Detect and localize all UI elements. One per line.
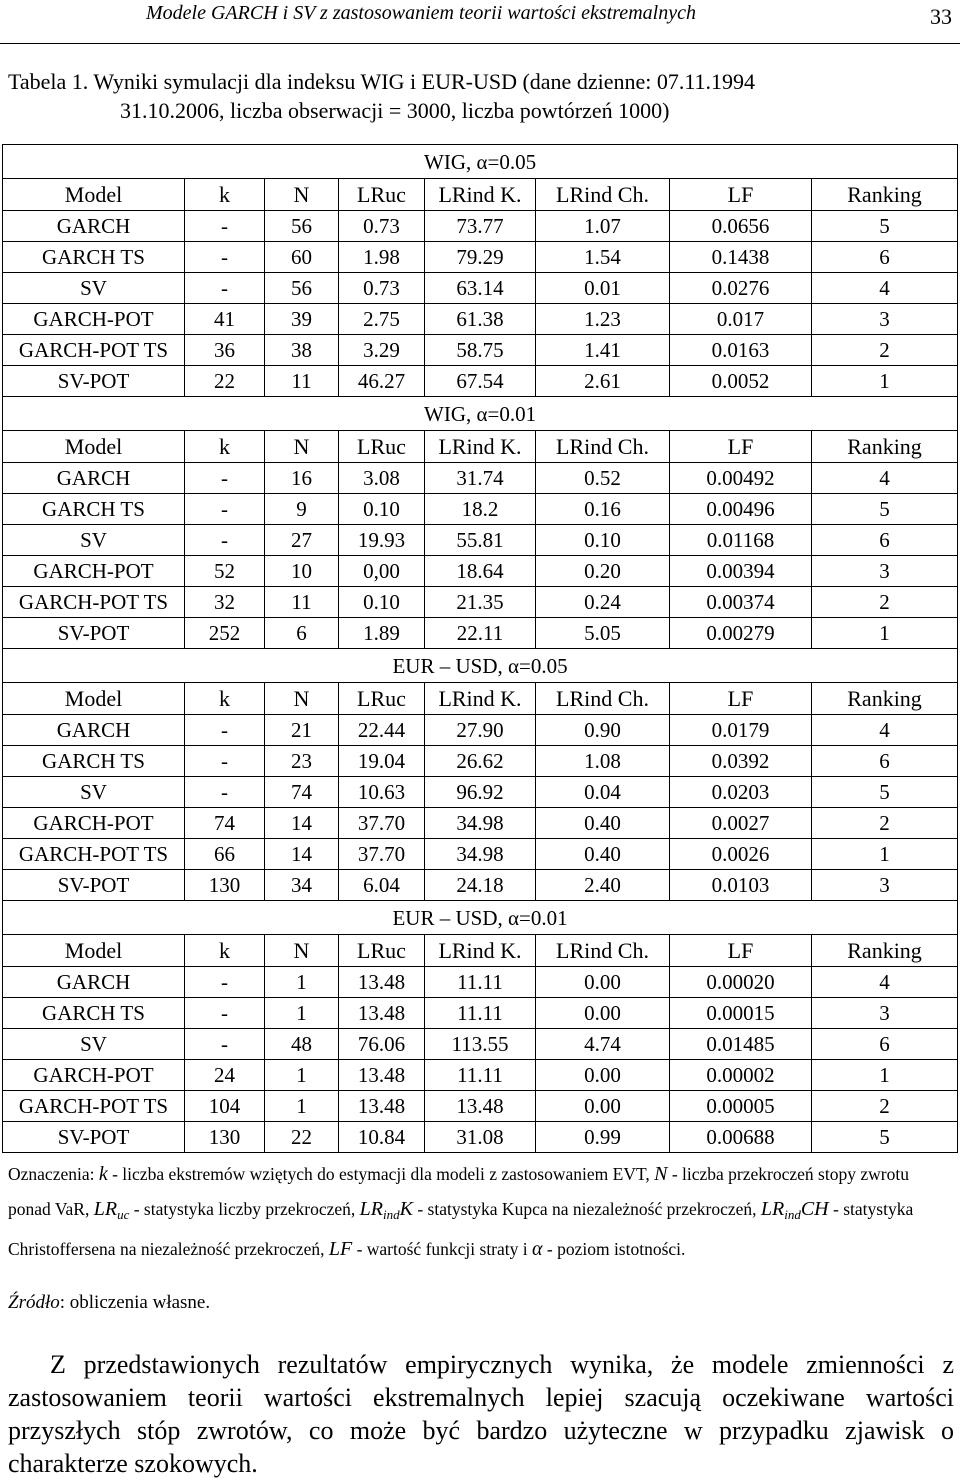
- table-cell: 2: [812, 335, 958, 366]
- table-cell: 0.01: [536, 273, 670, 304]
- column-header: Ranking: [812, 431, 958, 463]
- table-cell: 0.40: [536, 808, 670, 839]
- table-cell: 13.48: [339, 998, 425, 1029]
- model-name-cell: GARCH: [3, 715, 185, 746]
- column-header: LRuc: [339, 179, 425, 211]
- table-cell: 1: [812, 1060, 958, 1091]
- model-name-cell: GARCH-POT TS: [3, 587, 185, 618]
- notes-text: Oznaczenia:: [8, 1164, 99, 1184]
- notation-notes: [8, 1157, 952, 1267]
- table-cell: 3.29: [339, 335, 425, 366]
- table-cell: 0.90: [536, 715, 670, 746]
- table-cell: 0.10: [339, 587, 425, 618]
- table-cell: 0.0163: [670, 335, 812, 366]
- table-cell: 6: [812, 1029, 958, 1060]
- table-cell: 0.00: [536, 967, 670, 998]
- table-cell: 34.98: [425, 839, 536, 870]
- table-cell: 11: [265, 587, 339, 618]
- table-cell: 0.00: [536, 1091, 670, 1122]
- table-cell: 0.00279: [670, 618, 812, 649]
- symbol-lr: LR: [760, 1198, 785, 1220]
- results-table-body: [3, 145, 958, 1153]
- table-row: [3, 556, 958, 587]
- table-cell: 16: [265, 463, 339, 494]
- column-header: Model: [3, 179, 185, 211]
- symbol-lr: LR: [359, 1198, 384, 1220]
- table-cell: 39: [265, 304, 339, 335]
- table-cell: 96.92: [425, 777, 536, 808]
- table-row: [3, 1060, 958, 1091]
- table-cell: 0.00020: [670, 967, 812, 998]
- table-cell: 2.61: [536, 366, 670, 397]
- model-name-cell: SV-POT: [3, 618, 185, 649]
- column-header: LRind Ch.: [536, 431, 670, 463]
- table-cell: 1.23: [536, 304, 670, 335]
- model-name-cell: SV: [3, 777, 185, 808]
- table-cell: 74: [265, 777, 339, 808]
- column-header: N: [265, 179, 339, 211]
- table-cell: 34: [265, 870, 339, 901]
- section-title-row: [3, 901, 958, 935]
- table-cell: -: [185, 1029, 265, 1060]
- table-cell: 19.04: [339, 746, 425, 777]
- table-cell: 4: [812, 967, 958, 998]
- table-cell: 0.99: [536, 1122, 670, 1153]
- table-cell: -: [185, 211, 265, 242]
- table-row: [3, 494, 958, 525]
- table-cell: 18.2: [425, 494, 536, 525]
- table-cell: 5: [812, 494, 958, 525]
- table-cell: 6: [265, 618, 339, 649]
- table-cell: 3: [812, 870, 958, 901]
- table-cell: 13.48: [339, 1091, 425, 1122]
- table-row: [3, 808, 958, 839]
- page-number: 33: [930, 4, 952, 29]
- table-cell: 0.00374: [670, 587, 812, 618]
- subscript-ind: ind: [784, 1207, 801, 1222]
- table-cell: 0.0179: [670, 715, 812, 746]
- table-cell: -: [185, 242, 265, 273]
- table-cell: 1: [812, 366, 958, 397]
- table-cell: 0.0103: [670, 870, 812, 901]
- column-header: k: [185, 935, 265, 967]
- table-row: [3, 1091, 958, 1122]
- column-header: LF: [670, 431, 812, 463]
- table-cell: 24: [185, 1060, 265, 1091]
- column-header: LRind K.: [425, 683, 536, 715]
- symbol-ch: CH: [800, 1198, 829, 1220]
- table-cell: 1: [265, 1060, 339, 1091]
- table-cell: 3: [812, 304, 958, 335]
- table-cell: 0.1438: [670, 242, 812, 273]
- table-cell: 11: [265, 366, 339, 397]
- table-cell: 22.44: [339, 715, 425, 746]
- table-cell: 56: [265, 273, 339, 304]
- table-cell: 2: [812, 587, 958, 618]
- table-cell: 22.11: [425, 618, 536, 649]
- column-header: Ranking: [812, 683, 958, 715]
- table-cell: 6: [812, 525, 958, 556]
- table-cell: -: [185, 715, 265, 746]
- table-cell: 0.52: [536, 463, 670, 494]
- model-name-cell: GARCH TS: [3, 494, 185, 525]
- table-cell: 9: [265, 494, 339, 525]
- notes-text: - poziom istotności.: [542, 1239, 686, 1259]
- table-cell: -: [185, 746, 265, 777]
- table-cell: 0,00: [339, 556, 425, 587]
- table-row: [3, 587, 958, 618]
- source-label: Źródło: [8, 1292, 60, 1313]
- table-cell: 63.14: [425, 273, 536, 304]
- section-title: EUR – USD, α=0.01: [3, 901, 958, 935]
- table-cell: 46.27: [339, 366, 425, 397]
- running-title: Modele GARCH i SV z zastosowaniem teorii wartości ekstremalnych: [146, 2, 696, 24]
- table-cell: 21: [265, 715, 339, 746]
- table-cell: 0.00: [536, 998, 670, 1029]
- table-row: [3, 967, 958, 998]
- notes-text: - liczba przekroczeń stopy zwrotu ponad VaR,: [8, 1164, 909, 1219]
- column-header: LRind K.: [425, 431, 536, 463]
- table-cell: 3: [812, 556, 958, 587]
- table-row: [3, 777, 958, 808]
- model-name-cell: GARCH TS: [3, 242, 185, 273]
- table-cell: 11.11: [425, 967, 536, 998]
- section-title-row: [3, 397, 958, 431]
- table-cell: 5.05: [536, 618, 670, 649]
- table-cell: 5: [812, 211, 958, 242]
- table-row: [3, 998, 958, 1029]
- table-cell: 0.0276: [670, 273, 812, 304]
- table-caption: [8, 67, 952, 125]
- column-header: LF: [670, 683, 812, 715]
- table-cell: -: [185, 494, 265, 525]
- table-cell: 34.98: [425, 808, 536, 839]
- column-header: N: [265, 431, 339, 463]
- table-cell: 19.93: [339, 525, 425, 556]
- table-cell: 0.00015: [670, 998, 812, 1029]
- table-cell: -: [185, 463, 265, 494]
- notes-text: - wartość funkcji straty i: [352, 1239, 532, 1259]
- column-header: k: [185, 431, 265, 463]
- table-cell: -: [185, 525, 265, 556]
- table-row: [3, 870, 958, 901]
- model-name-cell: SV-POT: [3, 1122, 185, 1153]
- table-cell: 18.64: [425, 556, 536, 587]
- table-cell: 55.81: [425, 525, 536, 556]
- table-row: [3, 211, 958, 242]
- table-row: [3, 746, 958, 777]
- model-name-cell: GARCH-POT TS: [3, 839, 185, 870]
- table-cell: 0.24: [536, 587, 670, 618]
- notes-text: - liczba ekstremów wziętych do estymacji dla modeli z zastosowaniem EVT,: [107, 1164, 655, 1184]
- symbol-k-upper: K: [399, 1198, 413, 1220]
- table-cell: 4.74: [536, 1029, 670, 1060]
- table-cell: 0.017: [670, 304, 812, 335]
- table-cell: 0.73: [339, 273, 425, 304]
- model-name-cell: GARCH: [3, 211, 185, 242]
- table-cell: 130: [185, 870, 265, 901]
- table-cell: 0.40: [536, 839, 670, 870]
- table-row: [3, 335, 958, 366]
- table-cell: 10.84: [339, 1122, 425, 1153]
- table-cell: 4: [812, 715, 958, 746]
- table-cell: 252: [185, 618, 265, 649]
- table-cell: 1.54: [536, 242, 670, 273]
- table-cell: 2: [812, 1091, 958, 1122]
- table-cell: 22: [185, 366, 265, 397]
- table-row: [3, 366, 958, 397]
- table-cell: 0.00005: [670, 1091, 812, 1122]
- table-cell: 0.00: [536, 1060, 670, 1091]
- table-cell: 0.00002: [670, 1060, 812, 1091]
- subscript-ind: ind: [383, 1207, 400, 1222]
- table-cell: 10: [265, 556, 339, 587]
- table-cell: 60: [265, 242, 339, 273]
- notes-text: - statystyka Christoffersena na niezależność przekroczeń,: [8, 1199, 914, 1259]
- table-cell: 0.00496: [670, 494, 812, 525]
- symbol-n: N: [654, 1163, 668, 1185]
- column-header-row: [3, 683, 958, 715]
- column-header-row: [3, 431, 958, 463]
- column-header: N: [265, 683, 339, 715]
- column-header: LRind Ch.: [536, 935, 670, 967]
- body-paragraph-block: [8, 1348, 954, 1480]
- column-header: Model: [3, 683, 185, 715]
- model-name-cell: GARCH TS: [3, 746, 185, 777]
- table-cell: 37.70: [339, 808, 425, 839]
- column-header: Model: [3, 935, 185, 967]
- column-header: LRind Ch.: [536, 683, 670, 715]
- table-cell: 1: [265, 998, 339, 1029]
- column-header: k: [185, 683, 265, 715]
- model-name-cell: SV: [3, 1029, 185, 1060]
- column-header: LRuc: [339, 683, 425, 715]
- table-cell: 0.00688: [670, 1122, 812, 1153]
- table-cell: 41: [185, 304, 265, 335]
- table-cell: 4: [812, 273, 958, 304]
- table-cell: 0.00492: [670, 463, 812, 494]
- column-header: LRuc: [339, 935, 425, 967]
- table-cell: 13.48: [339, 1060, 425, 1091]
- table-row: [3, 1029, 958, 1060]
- table-cell: 61.38: [425, 304, 536, 335]
- source-text: : obliczenia własne.: [59, 1292, 211, 1313]
- table-cell: 1.89: [339, 618, 425, 649]
- subscript-uc: uc: [117, 1207, 130, 1222]
- table-cell: 1: [265, 1091, 339, 1122]
- column-header: LF: [670, 935, 812, 967]
- table-cell: 1.07: [536, 211, 670, 242]
- table-cell: 21.35: [425, 587, 536, 618]
- table-cell: 2: [812, 808, 958, 839]
- table-cell: 13.48: [339, 967, 425, 998]
- table-cell: 130: [185, 1122, 265, 1153]
- table-cell: 0.0052: [670, 366, 812, 397]
- table-row: [3, 618, 958, 649]
- running-header: [0, 0, 960, 44]
- table-cell: 10.63: [339, 777, 425, 808]
- table-cell: 5: [812, 1122, 958, 1153]
- notes-text: - statystyka Kupca na niezależność przekroczeń,: [412, 1199, 761, 1219]
- table-cell: 0.00394: [670, 556, 812, 587]
- table-row: [3, 273, 958, 304]
- table-cell: 48: [265, 1029, 339, 1060]
- table-cell: 56: [265, 211, 339, 242]
- section-title: WIG, α=0.01: [3, 397, 958, 431]
- results-table: [2, 144, 958, 1153]
- table-cell: -: [185, 777, 265, 808]
- table-cell: 0.0203: [670, 777, 812, 808]
- table-cell: 1.98: [339, 242, 425, 273]
- model-name-cell: SV-POT: [3, 870, 185, 901]
- table-cell: 0.0026: [670, 839, 812, 870]
- table-cell: 0.73: [339, 211, 425, 242]
- column-header: N: [265, 935, 339, 967]
- table-cell: 23: [265, 746, 339, 777]
- model-name-cell: SV-POT: [3, 366, 185, 397]
- table-cell: -: [185, 998, 265, 1029]
- table-row: [3, 242, 958, 273]
- table-cell: 14: [265, 839, 339, 870]
- symbol-lr: LR: [93, 1198, 118, 1220]
- table-cell: 5: [812, 777, 958, 808]
- table-cell: 1: [265, 967, 339, 998]
- table-cell: 4: [812, 463, 958, 494]
- table-cell: -: [185, 273, 265, 304]
- model-name-cell: GARCH: [3, 967, 185, 998]
- column-header: LRind K.: [425, 179, 536, 211]
- table-cell: 6.04: [339, 870, 425, 901]
- table-cell: 1: [812, 839, 958, 870]
- table-cell: 0.10: [536, 525, 670, 556]
- symbol-alpha: α: [532, 1238, 543, 1260]
- table-cell: 36: [185, 335, 265, 366]
- table-cell: 74: [185, 808, 265, 839]
- table-row: [3, 715, 958, 746]
- table-cell: 0.16: [536, 494, 670, 525]
- table-cell: 27: [265, 525, 339, 556]
- section-title-row: [3, 649, 958, 683]
- table-cell: 32: [185, 587, 265, 618]
- table-cell: 0.01168: [670, 525, 812, 556]
- table-row: [3, 839, 958, 870]
- model-name-cell: GARCH-POT: [3, 1060, 185, 1091]
- model-name-cell: GARCH-POT: [3, 304, 185, 335]
- column-header: Ranking: [812, 179, 958, 211]
- table-cell: 38: [265, 335, 339, 366]
- table-cell: 0.01485: [670, 1029, 812, 1060]
- table-cell: 113.55: [425, 1029, 536, 1060]
- column-header: LRind Ch.: [536, 179, 670, 211]
- notes-paragraph: [8, 1157, 952, 1267]
- table-cell: 31.74: [425, 463, 536, 494]
- column-header: LRuc: [339, 431, 425, 463]
- caption-line-1: Tabela 1. Wyniki symulacji dla indeksu WIG i EUR-USD (dane dzienne: 07.11.1994: [8, 69, 756, 94]
- table-cell: 3.08: [339, 463, 425, 494]
- source-note: [8, 1292, 210, 1314]
- table-cell: 37.70: [339, 839, 425, 870]
- table-cell: 14: [265, 808, 339, 839]
- table-cell: 2.40: [536, 870, 670, 901]
- table-cell: 11.11: [425, 998, 536, 1029]
- model-name-cell: GARCH-POT: [3, 808, 185, 839]
- table-cell: 0.0656: [670, 211, 812, 242]
- table-cell: 73.77: [425, 211, 536, 242]
- table-cell: 79.29: [425, 242, 536, 273]
- table-cell: 76.06: [339, 1029, 425, 1060]
- symbol-lf: LF: [328, 1238, 353, 1260]
- table-row: [3, 525, 958, 556]
- table-cell: 3: [812, 998, 958, 1029]
- section-title: EUR – USD, α=0.05: [3, 649, 958, 683]
- table-cell: 104: [185, 1091, 265, 1122]
- model-name-cell: GARCH-POT TS: [3, 335, 185, 366]
- table-cell: 31.08: [425, 1122, 536, 1153]
- table-cell: 0.0027: [670, 808, 812, 839]
- model-name-cell: SV: [3, 525, 185, 556]
- table-cell: 1.08: [536, 746, 670, 777]
- table-cell: 0.0392: [670, 746, 812, 777]
- table-cell: 22: [265, 1122, 339, 1153]
- table-cell: 52: [185, 556, 265, 587]
- column-header: LF: [670, 179, 812, 211]
- column-header: LRind K.: [425, 935, 536, 967]
- table-cell: 66: [185, 839, 265, 870]
- table-cell: 1.41: [536, 335, 670, 366]
- table-cell: 0.10: [339, 494, 425, 525]
- column-header-row: [3, 179, 958, 211]
- model-name-cell: GARCH TS: [3, 998, 185, 1029]
- table-cell: 67.54: [425, 366, 536, 397]
- symbol-k: k: [98, 1163, 108, 1185]
- table-cell: 11.11: [425, 1060, 536, 1091]
- table-cell: 26.62: [425, 746, 536, 777]
- table-cell: -: [185, 967, 265, 998]
- table-cell: 6: [812, 746, 958, 777]
- table-cell: 0.20: [536, 556, 670, 587]
- column-header: Model: [3, 431, 185, 463]
- notes-text: - statystyka liczby przekroczeń,: [129, 1199, 360, 1219]
- section-title: WIG, α=0.05: [3, 145, 958, 179]
- table-cell: 24.18: [425, 870, 536, 901]
- table-cell: 58.75: [425, 335, 536, 366]
- model-name-cell: GARCH-POT: [3, 556, 185, 587]
- table-cell: 0.04: [536, 777, 670, 808]
- model-name-cell: GARCH-POT TS: [3, 1091, 185, 1122]
- model-name-cell: GARCH: [3, 463, 185, 494]
- column-header-row: [3, 935, 958, 967]
- table-cell: 6: [812, 242, 958, 273]
- table-cell: 2.75: [339, 304, 425, 335]
- column-header: k: [185, 179, 265, 211]
- column-header: Ranking: [812, 935, 958, 967]
- table-row: [3, 463, 958, 494]
- table-cell: 13.48: [425, 1091, 536, 1122]
- section-title-row: [3, 145, 958, 179]
- table-row: [3, 304, 958, 335]
- table-row: [3, 1122, 958, 1153]
- model-name-cell: SV: [3, 273, 185, 304]
- body-paragraph: Z przedstawionych rezultatów empirycznych wynika, że modele zmienności z zastosowaniem teorii wartości ekstremalnych lepiej szacują oczekiwane wartości przyszłych stóp zwrotów, co może być bardzo użyteczne w przypadku zjawisk o charakterze szokowych.: [8, 1350, 954, 1478]
- caption-line-2: 31.10.2006, liczba obserwacji = 3000, liczba powtórzeń 1000): [120, 98, 670, 123]
- table-cell: 1: [812, 618, 958, 649]
- table-cell: 27.90: [425, 715, 536, 746]
